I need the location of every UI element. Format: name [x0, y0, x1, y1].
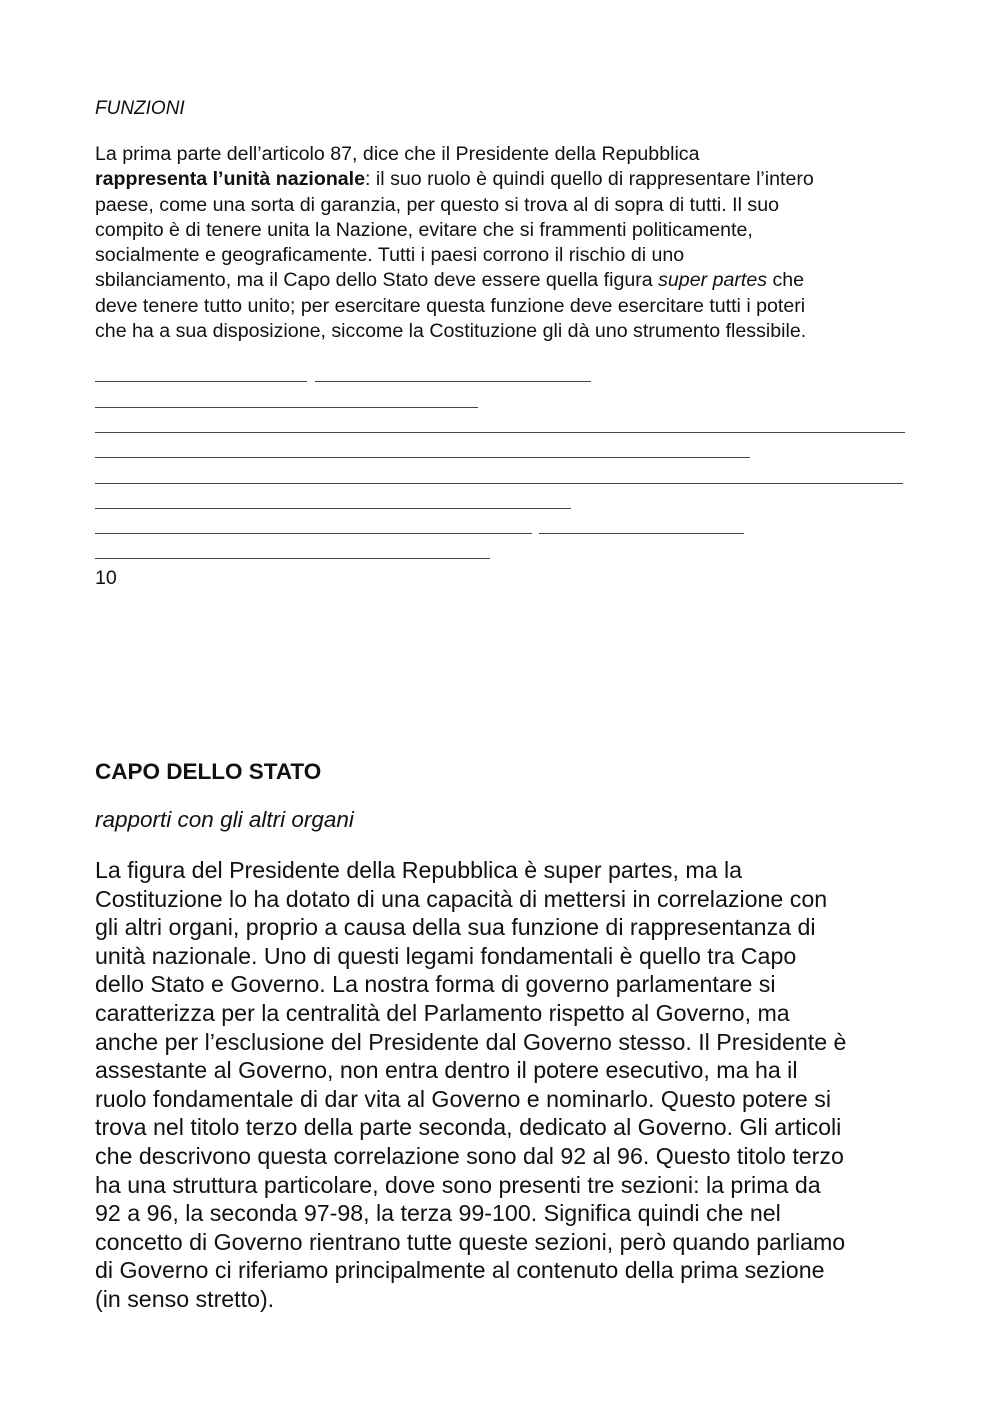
blank-line: [95, 508, 571, 509]
paragraph-line: unità nazionale. Uno di questi legami fondamentali è quello tra Capo: [95, 942, 797, 969]
blank-line: [95, 407, 478, 408]
paragraph-line: gli altri organi, proprio a causa della sua funzione di rappresentanza di: [95, 914, 816, 941]
paragraph-line: rappresenta l’unità nazionale: il suo ruolo è quindi quello di rappresentare l’intero: [95, 168, 814, 191]
paragraph-line: caratterizza per la centralità del Parlamento rispetto al Governo, ma: [95, 999, 790, 1026]
paragraph-line: che descrivono questa correlazione sono dal 92 al 96. Questo titolo terzo: [95, 1142, 844, 1169]
page-number: 10: [95, 567, 117, 589]
blank-line: [95, 558, 490, 559]
paragraph-line: concetto di Governo rientrano tutte queste sezioni, però quando parliamo: [95, 1228, 846, 1255]
section-subheading: rapporti con gli altri organi: [95, 807, 354, 832]
section-heading: CAPO DELLO STATO: [95, 759, 322, 784]
paragraph-funzioni: [95, 142, 925, 344]
paragraph-line: sbilanciamento, ma il Capo dello Stato deve essere quella figura super partes che: [95, 269, 805, 292]
blank-line: [95, 483, 903, 484]
blank-line: [95, 381, 307, 382]
paragraph-line: (in senso stretto).: [95, 1285, 275, 1312]
paragraph-line: dello Stato e Governo. La nostra forma di governo parlamentare si: [95, 971, 776, 998]
paragraph-line: La figura del Presidente della Repubblica è super partes, ma la: [95, 857, 743, 883]
paragraph-line: ha una struttura particolare, dove sono presenti tre sezioni: la prima da: [95, 1171, 821, 1198]
paragraph-line: 92 a 96, la seconda 97-98, la terza 99-100. Significa quindi che nel: [95, 1200, 781, 1227]
paragraph-line: La prima parte dell’articolo 87, dice che il Presidente della Repubblica: [95, 143, 700, 165]
paragraph-line: socialmente e geograficamente. Tutti i paesi corrono il rischio di uno: [95, 244, 685, 267]
blank-line: [95, 457, 750, 458]
paragraph-line: Costituzione lo ha dotato di una capacità di mettersi in correlazione con: [95, 885, 828, 912]
blank-line: [95, 533, 532, 534]
paragraph-line: assestante al Governo, non entra dentro il potere esecutivo, ma ha il: [95, 1057, 798, 1084]
paragraph-line: anche per l’esclusione del Presidente dal Governo stesso. Il Presidente è: [95, 1028, 847, 1055]
paragraph-line: paese, come una sorta di garanzia, per questo si trova al di sopra di tutti. Il suo: [95, 193, 779, 216]
paragraph-line: compito è di tenere unita la Nazione, evitare che si frammenti politicamente,: [95, 218, 753, 241]
section-label: FUNZIONI: [95, 98, 185, 119]
paragraph-line: di Governo ci riferiamo principalmente al contenuto della prima sezione: [95, 1257, 825, 1284]
paragraph-capo-dello-stato: [95, 856, 955, 1314]
bold-phrase: rappresenta l’unità nazionale: [95, 168, 366, 191]
blank-line: [315, 381, 591, 382]
paragraph-line: che ha a sua disposizione, siccome la Costituzione gli dà uno strumento flessibile.: [95, 320, 807, 343]
blank-line: [95, 432, 905, 433]
paragraph-line: trova nel titolo terzo della parte seconda, dedicato al Governo. Gli articoli: [95, 1114, 842, 1141]
blank-line: [539, 533, 744, 534]
paragraph-line: ruolo fondamentale di dar vita al Governo e nominarlo. Questo potere si: [95, 1085, 831, 1112]
paragraph-line: deve tenere tutto unito; per esercitare questa funzione deve esercitare tutti i poteri: [95, 294, 806, 317]
italic-phrase: super partes: [658, 269, 768, 292]
